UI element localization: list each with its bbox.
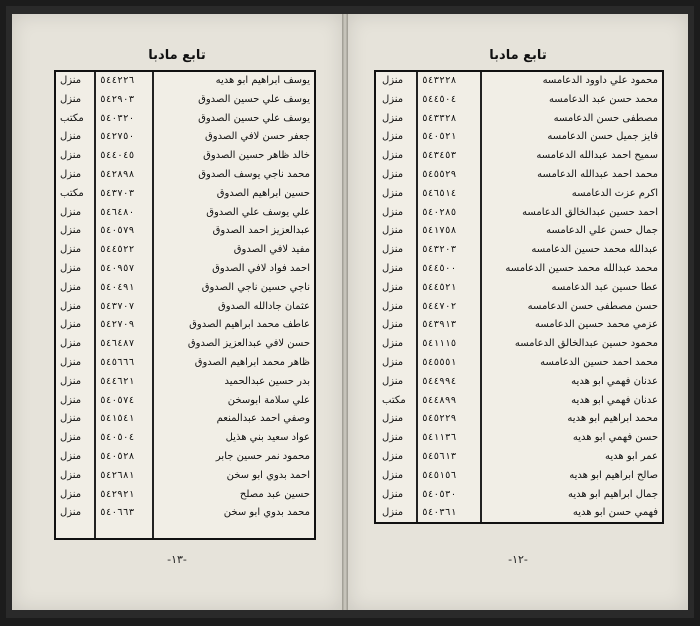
entry-phone: ٥٤٠٩٥٧	[100, 262, 135, 274]
entry-name: محمد ابراهيم ابو هديه	[567, 413, 658, 425]
left-page	[12, 14, 342, 610]
entry-type: منزل	[60, 375, 82, 387]
table-row	[56, 110, 314, 129]
entry-phone: ٥٤٢٧٠٩	[100, 319, 135, 331]
entry-type: منزل	[60, 206, 82, 218]
left-page-header: تابع مادبا	[148, 48, 206, 63]
entry-phone: ٥٤٦٤٨٧	[100, 338, 135, 350]
entry-type: منزل	[60, 338, 82, 350]
entry-phone: ٥٤٥١٥٦	[422, 469, 457, 481]
entry-type: مكتب	[60, 187, 84, 199]
entry-type: منزل	[382, 281, 404, 293]
entry-name: صالح ابراهيم ابو هديه	[569, 469, 658, 481]
table-row	[56, 316, 314, 335]
table-row	[56, 373, 314, 392]
entry-name: خالد ظاهر حسين الصدوق	[203, 150, 310, 162]
table-row	[56, 91, 314, 110]
table-row	[376, 486, 662, 505]
table-row	[376, 392, 662, 411]
entry-phone: ٥٤٥٦٦٦	[100, 356, 135, 368]
entry-name: محمود نمر حسين جابر	[215, 450, 310, 462]
entry-phone: ٥٤٤٧٠٢	[422, 300, 457, 312]
entry-name: جمال ابراهيم ابو هديه	[567, 488, 658, 500]
table-row	[376, 185, 662, 204]
entry-name: حسن فهمي ابو هديه	[572, 432, 658, 444]
entry-type: منزل	[60, 131, 82, 143]
entry-name: عبدالعزيز احمد الصدوق	[212, 225, 310, 237]
entry-type: منزل	[382, 432, 404, 444]
entry-type: منزل	[60, 432, 82, 444]
entry-phone: ٥٤٢٩٢١	[100, 488, 135, 500]
entry-type: منزل	[60, 413, 82, 425]
table-row	[376, 410, 662, 429]
entry-name: يوسف ابراهيم ابو هديه	[215, 75, 310, 86]
entry-phone: ٥٤٢٧٥٠	[100, 131, 135, 143]
entry-type: مكتب	[382, 394, 406, 406]
entry-type: منزل	[60, 319, 82, 331]
entry-name: عثمان جادالله الصدوق	[217, 300, 310, 312]
entry-phone: ٥٤٠٥٧٤	[100, 394, 135, 406]
entry-name: يوسف علي حسين الصدوق	[198, 93, 310, 105]
entry-type: منزل	[382, 356, 404, 368]
table-row	[56, 128, 314, 147]
entry-name: وصفي احمد عبدالمنعم	[216, 413, 310, 425]
table-row	[56, 448, 314, 467]
table-row	[376, 467, 662, 486]
entry-name: عدنان فهمي ابو هديه	[571, 394, 658, 406]
table-row	[376, 147, 662, 166]
entry-name: يوسف علي حسين الصدوق	[198, 112, 310, 124]
table-row	[56, 166, 314, 185]
entry-name: عمر ابو هديه	[604, 450, 658, 462]
entry-type: منزل	[382, 469, 404, 481]
entry-phone: ٥٤٥٦١٣	[422, 450, 457, 462]
entry-phone: ٥٤٤٥٠٠	[422, 262, 457, 274]
entry-name: ناجي حسين ناجي الصدوق	[201, 281, 310, 293]
entry-name: محمد ناجي يوسف الصدوق	[198, 168, 310, 180]
entry-phone: ٥٤٠٣٦١	[422, 507, 457, 519]
entry-name: بدر حسين عبدالحميد	[224, 375, 310, 387]
entry-phone: ٥٤٠٥٢١	[422, 131, 457, 143]
entry-phone: ٥٤٠٤٩١	[100, 281, 135, 293]
entry-phone: ٥٤٢٩٠٣	[100, 93, 135, 105]
entry-name: محمد حسن عبد الدعامسه	[548, 93, 658, 105]
entry-name: حسن مصطفى حسن الدعامسه	[527, 300, 658, 312]
entry-phone: ٥٤٠٥٢٨	[100, 450, 135, 462]
entry-name: محمد احمد حسين الدعامسه	[540, 356, 658, 368]
entry-phone: ٥٤٤٩٩٤	[422, 375, 457, 387]
table-row	[376, 448, 662, 467]
table-row	[376, 110, 662, 129]
table-row	[376, 222, 662, 241]
entry-phone: ٥٤٤٠٤٥	[100, 150, 135, 162]
right-directory-table	[374, 70, 664, 524]
entry-name: جمال حسن علي الدعامسه	[546, 225, 658, 237]
entry-type: منزل	[382, 413, 404, 425]
book-spread	[6, 6, 694, 618]
entry-name: حسين عبد مصلح	[239, 488, 310, 500]
table-row	[56, 410, 314, 429]
table-row	[56, 147, 314, 166]
entry-phone: ٥٤٣٢٠٣	[422, 244, 457, 256]
entry-name: حسين ابراهيم الصدوق	[216, 187, 310, 199]
entry-name: حسن لافي عبدالعزيز الصدوق	[187, 338, 310, 350]
entry-type: منزل	[382, 131, 404, 143]
entry-name: عواد سعيد بني هذيل	[225, 432, 310, 444]
table-row	[56, 467, 314, 486]
table-row	[56, 335, 314, 354]
entry-name: احمد بدوي ابو سخن	[226, 469, 310, 481]
entry-type: منزل	[60, 150, 82, 162]
entry-name: ظاهر محمد ابراهيم الصدوق	[194, 356, 310, 368]
entry-type: منزل	[382, 338, 404, 350]
table-row	[376, 316, 662, 335]
right-page-number: -١٢-	[508, 553, 528, 566]
entry-type: منزل	[60, 488, 82, 500]
entry-name: محمود حسين عبدالخالق الدعامسه	[514, 338, 658, 350]
entry-name: عطا حسين عبد الدعامسه	[551, 281, 658, 293]
entry-name: سميح احمد عبدالله الدعامسه	[536, 150, 658, 162]
entry-type: مكتب	[60, 112, 84, 124]
entry-type: منزل	[60, 507, 82, 519]
entry-phone: ٥٤٠٦٦٣	[100, 507, 135, 519]
table-row	[376, 128, 662, 147]
entry-type: منزل	[60, 281, 82, 293]
entry-phone: ٥٤٥٥٥١	[422, 356, 457, 368]
entry-name: علي يوسف علي الصدوق	[206, 206, 310, 218]
entry-phone: ٥٤٣٧٠٣	[100, 187, 135, 199]
entry-phone: ٥٤٣٩١٣	[422, 319, 457, 331]
table-row	[56, 241, 314, 260]
table-row	[56, 260, 314, 279]
table-row	[56, 185, 314, 204]
table-row	[376, 429, 662, 448]
entry-phone: ٥٤٤٥٠٤	[422, 93, 457, 105]
entry-phone: ٥٤٦٥١٤	[422, 187, 457, 199]
entry-type: منزل	[382, 319, 404, 331]
entry-name: علي سلامة ابوسخن	[227, 394, 310, 406]
entry-type: منزل	[382, 206, 404, 218]
entry-phone: ٥٤٣٧٠٧	[100, 300, 135, 312]
table-row	[56, 429, 314, 448]
entry-name: مفيد لافي الصدوق	[233, 244, 310, 256]
entry-type: منزل	[382, 488, 404, 500]
left-directory-table	[54, 70, 316, 540]
entry-type: منزل	[382, 75, 404, 86]
table-row	[56, 222, 314, 241]
entry-name: فهمي حسن ابو هديه	[572, 507, 658, 519]
entry-name: محمود علي داوود الدعامسه	[542, 75, 658, 86]
entry-phone: ٥٤١٥٤١	[100, 413, 135, 425]
entry-type: منزل	[382, 450, 404, 462]
entry-name: احمد فواد لافي الصدوق	[212, 262, 310, 274]
entry-name: فايز جميل حسن الدعامسه	[547, 131, 658, 143]
entry-phone: ٥٤٤٢٢٦	[100, 75, 135, 86]
entry-type: منزل	[382, 112, 404, 124]
entry-phone: ٥٤٠٥٠٤	[100, 432, 135, 444]
entry-phone: ٥٤٤٦٢١	[100, 375, 135, 387]
table-row	[56, 204, 314, 223]
entry-name: عبدالله محمد حسين الدعامسه	[531, 244, 658, 256]
entry-name: احمد حسين عبدالخالق الدعامسه	[522, 206, 658, 218]
table-row	[376, 260, 662, 279]
entry-name: مصطفى حسن الدعامسه	[553, 112, 658, 124]
entry-type: منزل	[382, 507, 404, 519]
entry-type: منزل	[382, 244, 404, 256]
table-row	[56, 392, 314, 411]
table-row	[56, 354, 314, 373]
entry-name: اكرم عزت الدعامسه	[571, 187, 658, 199]
table-row	[376, 504, 662, 523]
entry-name: محمد احمد عبدالله الدعامسه	[537, 168, 658, 180]
entry-type: منزل	[60, 469, 82, 481]
table-row	[376, 298, 662, 317]
entry-type: منزل	[60, 75, 82, 86]
entry-type: منزل	[382, 262, 404, 274]
table-row	[56, 72, 314, 91]
entry-phone: ٥٤٣٢٢٨	[422, 75, 457, 86]
entry-type: منزل	[60, 300, 82, 312]
entry-phone: ٥٤٦٤٨٠	[100, 206, 135, 218]
right-page	[348, 14, 688, 610]
table-row	[376, 166, 662, 185]
table-row	[376, 204, 662, 223]
entry-type: منزل	[60, 450, 82, 462]
table-row	[376, 279, 662, 298]
entry-type: منزل	[382, 93, 404, 105]
entry-type: منزل	[60, 394, 82, 406]
entry-type: منزل	[382, 300, 404, 312]
entry-phone: ٥٤٤٨٩٩	[422, 394, 457, 406]
entry-phone: ٥٤٣٣٢٨	[422, 112, 457, 124]
entry-phone: ٥٤٤٥٢٢	[100, 244, 135, 256]
left-page-number: -١٣-	[167, 553, 187, 566]
entry-type: منزل	[382, 168, 404, 180]
entry-name: عاطف محمد ابراهيم الصدوق	[189, 319, 310, 331]
entry-type: منزل	[60, 93, 82, 105]
table-row	[56, 486, 314, 505]
entry-phone: ٥٤٢٦٨١	[100, 469, 135, 481]
table-row	[376, 241, 662, 260]
entry-type: منزل	[382, 187, 404, 199]
right-page-header: تابع مادبا	[489, 48, 547, 63]
entry-type: منزل	[382, 150, 404, 162]
entry-type: منزل	[60, 225, 82, 237]
entry-name: محمد بدوي ابو سخن	[223, 507, 310, 519]
entry-phone: ٥٤٠٥٣٠	[422, 488, 457, 500]
table-row	[56, 279, 314, 298]
table-row	[376, 335, 662, 354]
entry-name: محمد عبدالله محمد حسين الدعامسه	[505, 262, 658, 274]
entry-name: عزمي محمد حسين الدعامسه	[534, 319, 658, 331]
entry-name: جعفر حسن لافي الصدوق	[205, 131, 310, 143]
entry-name: عدنان فهمي ابو هديه	[571, 375, 658, 387]
entry-type: منزل	[60, 244, 82, 256]
table-row	[56, 298, 314, 317]
entry-phone: ٥٤١٧٥٨	[422, 225, 457, 237]
entry-phone: ٥٤٠٥٧٩	[100, 225, 135, 237]
entry-phone: ٥٤٠٢٨٥	[422, 206, 457, 218]
entry-type: منزل	[382, 375, 404, 387]
entry-type: منزل	[382, 225, 404, 237]
entry-type: منزل	[60, 356, 82, 368]
entry-phone: ٥٤٥٥٢٩	[422, 168, 457, 180]
table-row	[376, 72, 662, 91]
entry-phone: ٥٤٥٢٢٩	[422, 413, 457, 425]
entry-type: منزل	[60, 262, 82, 274]
entry-phone: ٥٤١١١٥	[422, 338, 457, 350]
table-row	[376, 354, 662, 373]
entry-phone: ٥٤٢٨٩٨	[100, 168, 135, 180]
entry-phone: ٥٤٠٣٢٠	[100, 112, 135, 124]
entry-type: منزل	[60, 168, 82, 180]
table-row	[376, 91, 662, 110]
entry-phone: ٥٤٤٥٢١	[422, 281, 457, 293]
table-row	[376, 373, 662, 392]
entry-phone: ٥٤١١٣٦	[422, 432, 457, 444]
entry-phone: ٥٤٣٤٥٣	[422, 150, 457, 162]
table-row	[56, 504, 314, 523]
